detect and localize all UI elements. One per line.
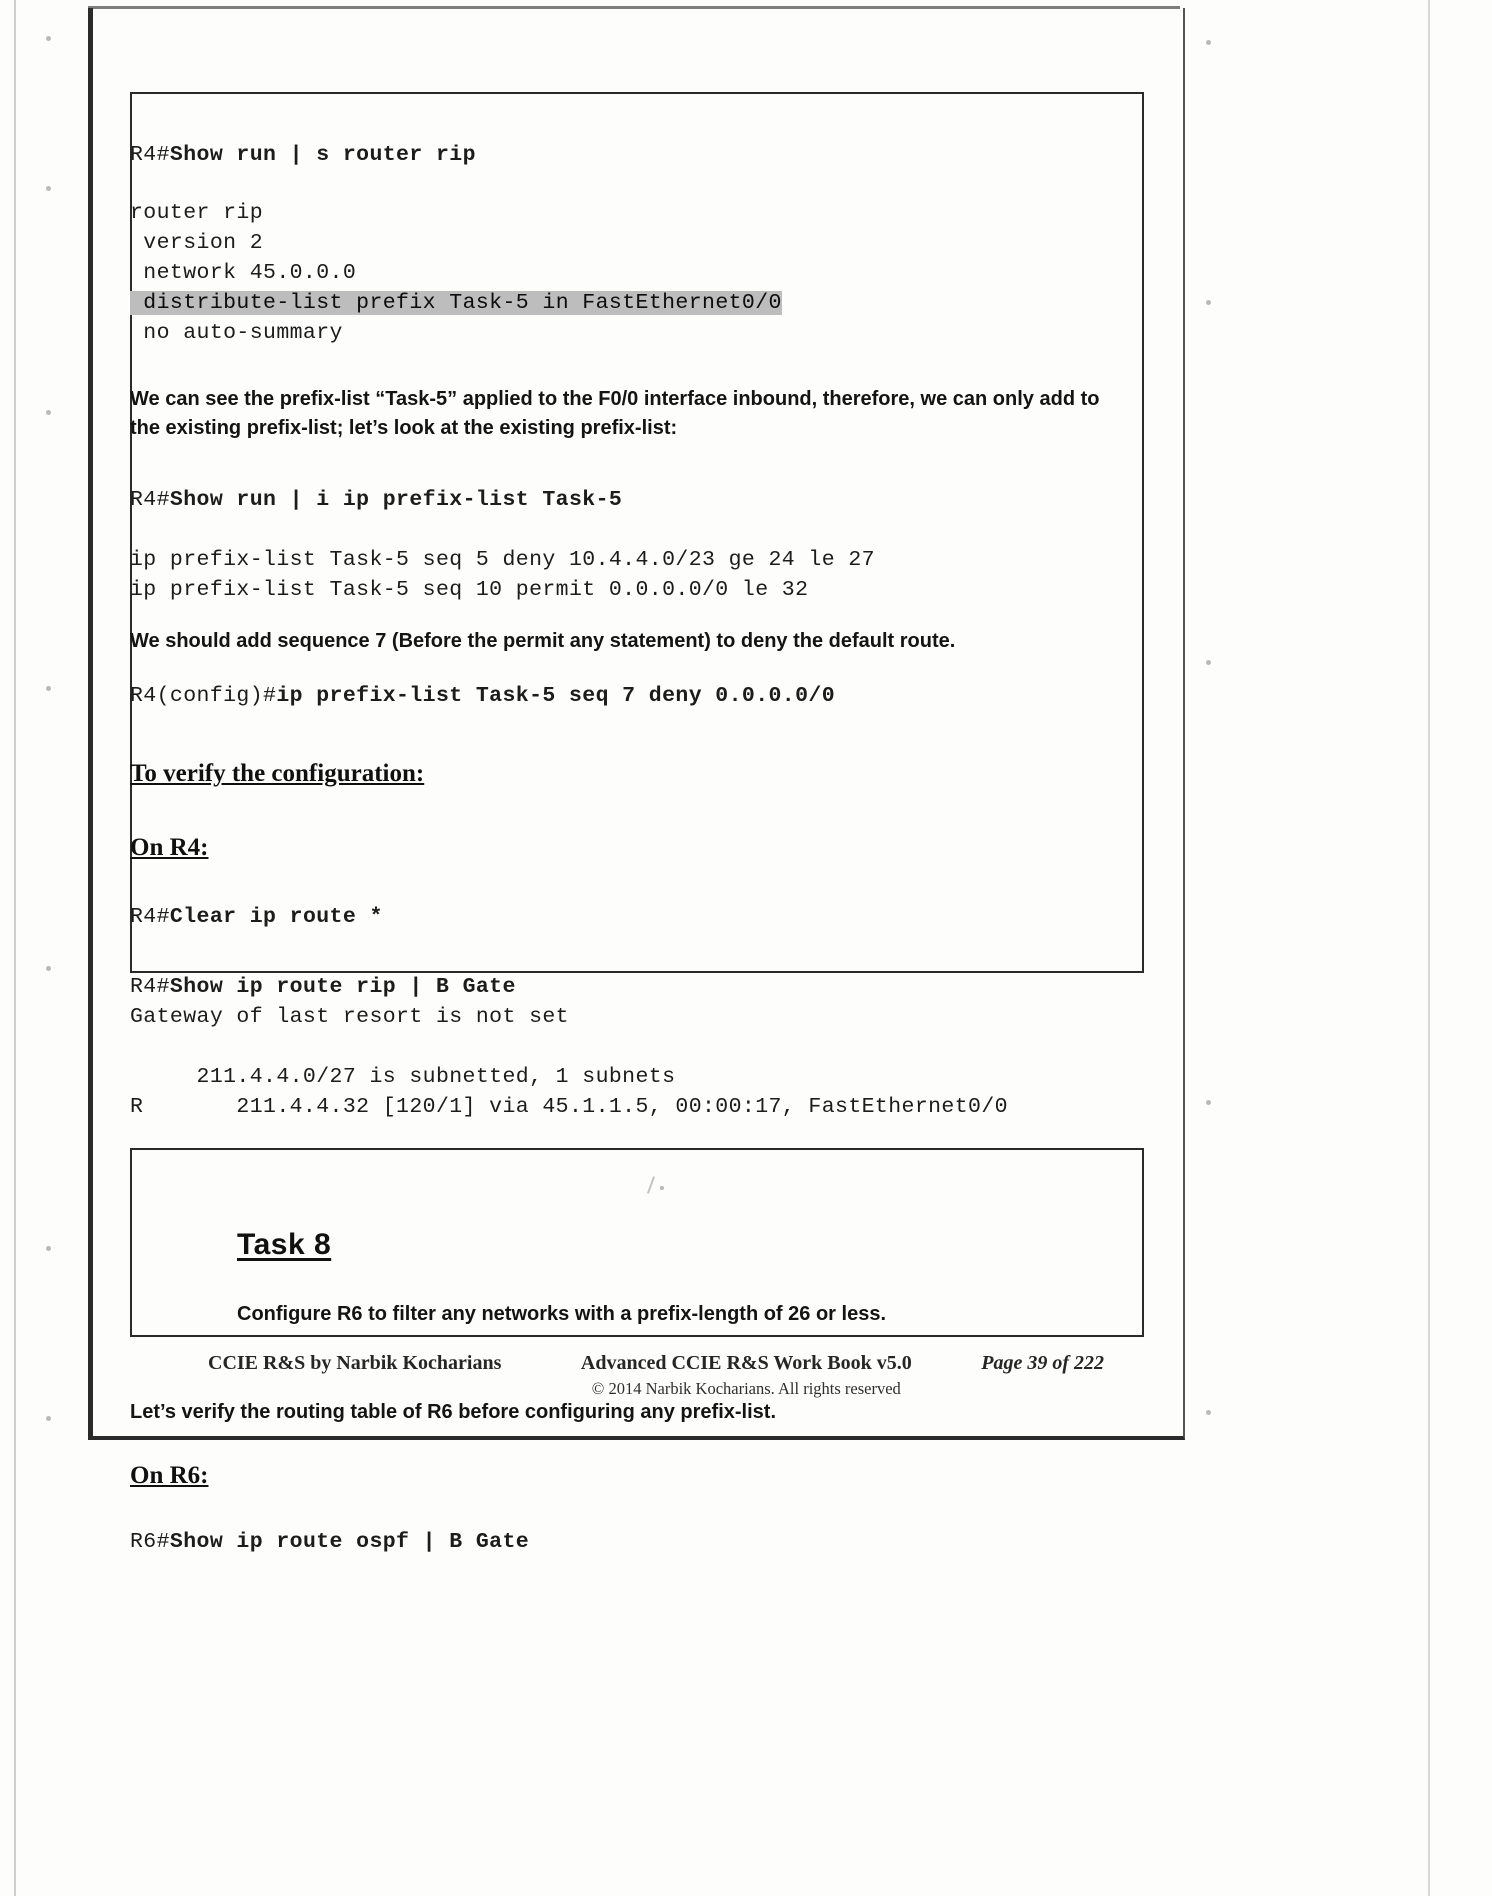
scan-speck bbox=[46, 1416, 51, 1421]
highlight-distribute-list bbox=[130, 291, 782, 315]
command-text: ip prefix-list Task-5 seq 7 deny 0.0.0.0/0 bbox=[276, 684, 836, 708]
output-line: Gateway of last resort is not set bbox=[130, 1005, 569, 1029]
task-description: Configure R6 to filter any networks with a prefix-length of 26 or less. bbox=[237, 1303, 886, 1325]
footer-page-number: Page 39 of 222 bbox=[981, 1352, 1104, 1374]
command-line-show-run-rip bbox=[130, 140, 476, 170]
command-text: Show ip route rip | B Gate bbox=[169, 975, 516, 999]
scan-speck bbox=[46, 966, 51, 971]
highlight-post: in FastEthernet0/0 bbox=[529, 291, 782, 315]
terminal-output-box-2 bbox=[130, 1148, 1144, 1337]
prompt: R6# bbox=[130, 1530, 170, 1554]
page-edge-right bbox=[1428, 0, 1430, 1896]
footer-book-title: Advanced CCIE R&S Work Book v5.0 bbox=[580, 1352, 912, 1374]
output-line: R 211.4.4.32 [120/1] via 45.1.1.5, 00:00:17, FastEthernet0/0 bbox=[130, 1095, 1008, 1119]
scan-speck bbox=[1206, 660, 1211, 665]
scan-speck bbox=[46, 1246, 51, 1251]
scan-speck bbox=[46, 36, 51, 41]
command-line-ip-prefix-list-seq7 bbox=[130, 681, 835, 711]
heading-to-verify: To verify the configuration: bbox=[130, 760, 425, 787]
page-edge-left bbox=[14, 0, 16, 1896]
command-text: Show run | s router rip bbox=[169, 143, 476, 167]
scan-speck bbox=[1206, 40, 1211, 45]
heading-on-r4: On R4: bbox=[130, 834, 209, 861]
command-text: Clear ip route * bbox=[169, 905, 383, 929]
highlight-pre: distribute-list prefix bbox=[130, 291, 450, 315]
output-prefix-list bbox=[130, 545, 875, 605]
output-line: ip prefix-list Task-5 seq 10 permit 0.0.0.0/0 le 32 bbox=[130, 578, 809, 602]
paragraph-add-sequence: We should add sequence 7 (Before the permit any statement) to deny the default route. bbox=[130, 630, 956, 652]
prompt: R4# bbox=[130, 975, 170, 999]
output-line: 211.4.4.0/27 is subnetted, 1 subnets bbox=[130, 1065, 676, 1089]
output-router-rip bbox=[130, 198, 782, 348]
output-line: no auto-summary bbox=[130, 321, 343, 345]
paragraph-verify-r6: Let’s verify the routing table of R6 before configuring any prefix-list. bbox=[130, 1401, 777, 1423]
footer-copyright: © 2014 Narbik Kocharians. All rights reserved bbox=[591, 1379, 901, 1398]
output-line-distribute-list bbox=[130, 288, 782, 318]
command-text: Show ip route ospf | B Gate bbox=[169, 1530, 530, 1554]
command-line-show-run-prefix-list bbox=[130, 485, 622, 515]
output-line: ip prefix-list Task-5 seq 5 deny 10.4.4.0/23 ge 24 le 27 bbox=[130, 548, 875, 572]
prompt: R4# bbox=[130, 905, 170, 929]
command-line-clear-ip-route bbox=[130, 902, 383, 932]
paragraph-prefix-list-explanation: We can see the prefix-list “Task-5” applied to the F0/0 interface inbound, therefore, we can only add to the existing prefix-list; let’s look at the existing prefix-list: bbox=[130, 388, 1100, 439]
scan-speck bbox=[46, 186, 51, 191]
highlight-task5: Task-5 bbox=[449, 291, 530, 315]
output-line bbox=[130, 1032, 1008, 1062]
output-ip-route-rip bbox=[130, 1002, 1008, 1122]
scan-speck bbox=[1206, 300, 1211, 305]
output-line: router rip bbox=[130, 201, 264, 225]
command-line-show-ip-route-rip bbox=[130, 972, 516, 1002]
scan-speck bbox=[46, 686, 51, 691]
prompt: R4# bbox=[130, 488, 170, 512]
command-text: Show run | i ip prefix-list Task-5 bbox=[169, 488, 623, 512]
scan-speck bbox=[46, 410, 51, 415]
task-title: Task 8 bbox=[237, 1228, 332, 1261]
command-line-show-ip-route-ospf bbox=[130, 1527, 529, 1557]
scan-speck bbox=[1206, 1100, 1211, 1105]
output-line: network 45.0.0.0 bbox=[130, 261, 357, 285]
page-footer bbox=[130, 1352, 1180, 1422]
scan-speck bbox=[1206, 1410, 1211, 1415]
output-line: version 2 bbox=[130, 231, 264, 255]
footer-author: CCIE R&S by Narbik Kocharians bbox=[208, 1352, 502, 1374]
prompt: R4# bbox=[130, 143, 170, 167]
prompt: R4(config)# bbox=[130, 684, 277, 708]
heading-on-r6: On R6: bbox=[130, 1462, 209, 1489]
